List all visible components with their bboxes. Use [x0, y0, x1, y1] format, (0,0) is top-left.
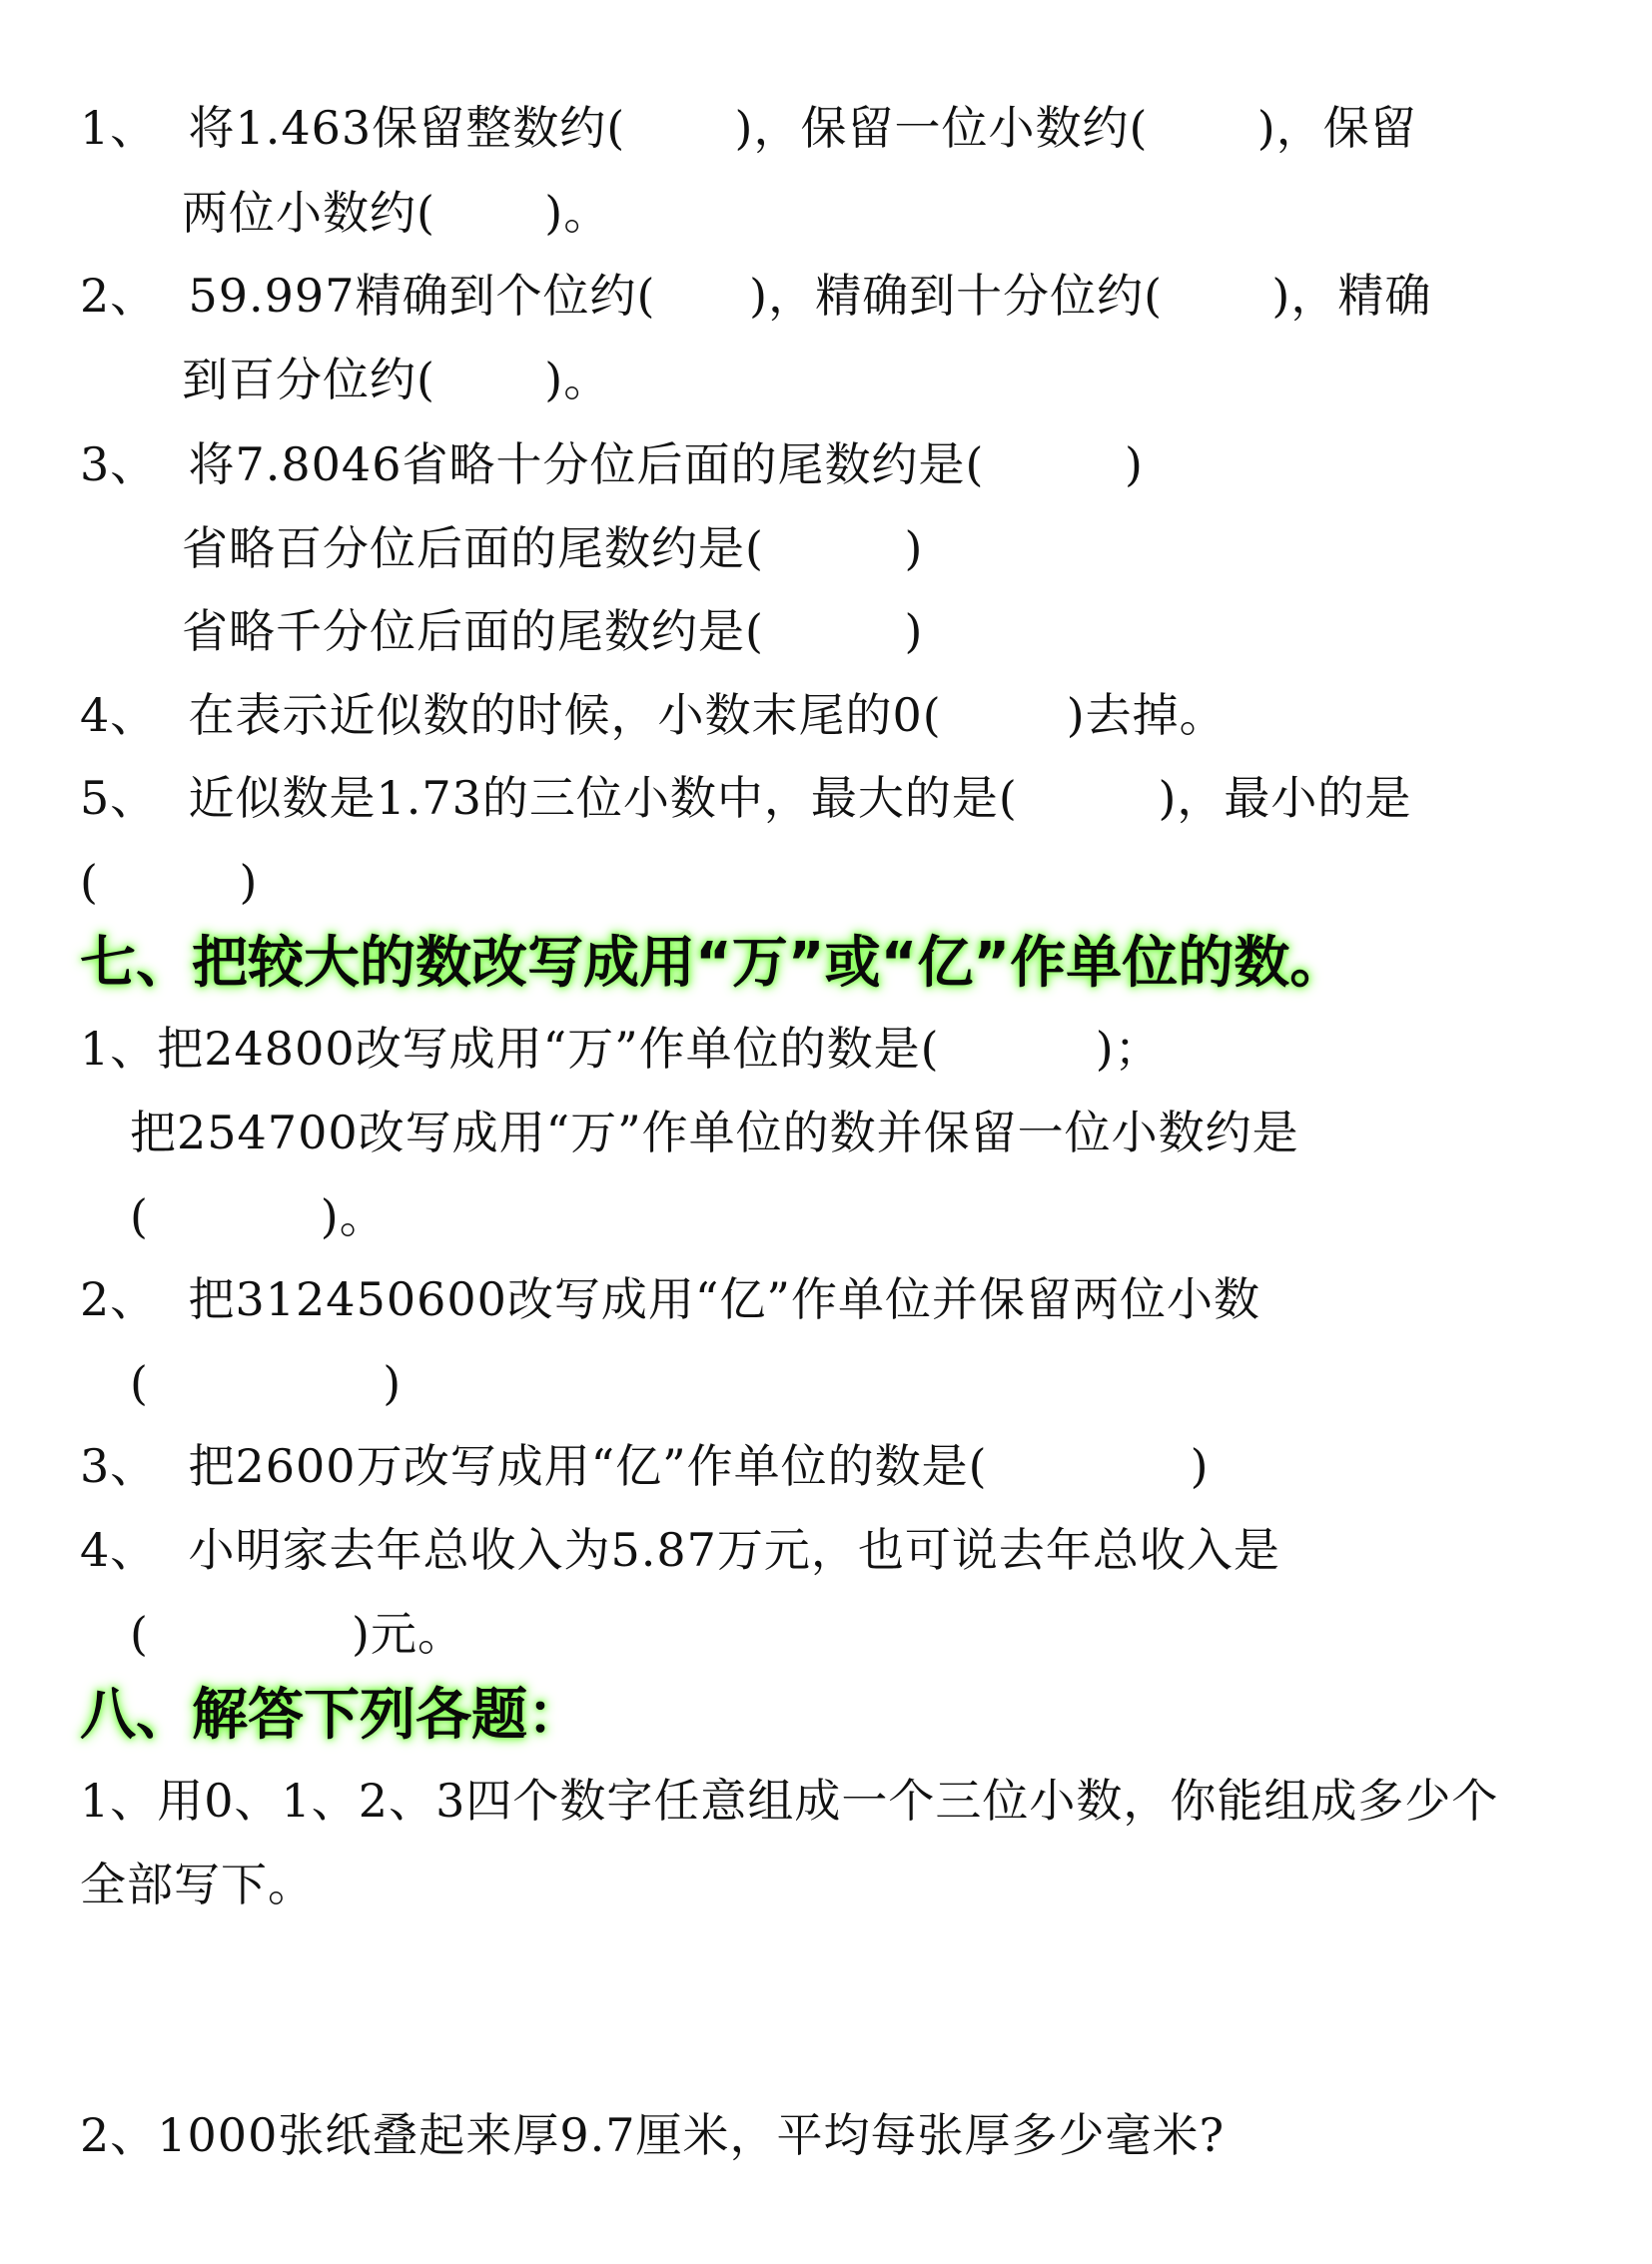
s6-q1-line1: 1、 将1.463保留整数约( )，保留一位小数约( )，保留 [80, 101, 1417, 155]
s6-q5-line2: ( ) [80, 855, 259, 909]
s6-q1-line2: 两位小数约( )。 [182, 186, 611, 240]
s7-q3-line1: 3、 把2600万改写成用“亿”作单位的数是( ) [80, 1439, 1210, 1493]
s7-q4-line2: ( )元。 [130, 1607, 464, 1661]
s7-q2-line1: 2、 把312450600改写成用“亿”作单位并保留两位小数 [80, 1272, 1260, 1326]
s6-q3-line2: 省略百分位后面的尾数约是( ) [182, 521, 924, 575]
s8-q2-line1: 2、1000张纸叠起来厚9.7厘米，平均每张厚多少毫米? [80, 2108, 1226, 2162]
section7-heading: 七、把较大的数改写成用“万”或“亿”作单位的数。 [80, 931, 1346, 996]
s7-q1-line3: ( )。 [130, 1189, 387, 1243]
s8-q1-line2: 全部写下。 [80, 1858, 315, 1911]
section8-heading: 八、解答下列各题： [80, 1683, 583, 1748]
s7-q2-line2: ( ) [130, 1356, 403, 1410]
s7-q4-line1: 4、 小明家去年总收入为5.87万元，也可说去年总收入是 [80, 1523, 1280, 1577]
s7-q1-line1: 1、把24800改写成用“万”作单位的数是( )； [80, 1022, 1162, 1076]
s8-q1-line1: 1、用0、1、2、3四个数字任意组成一个三位小数，你能组成多少个 [80, 1774, 1499, 1828]
s6-q5-line1: 5、 近似数是1.73的三位小数中，最大的是( )，最小的是 [80, 771, 1412, 825]
s6-q4-line1: 4、 在表示近似数的时候，小数末尾的0( )去掉。 [80, 688, 1227, 742]
s7-q1-line2: 把254700改写成用“万”作单位的数并保留一位小数约是 [130, 1106, 1299, 1159]
s6-q2-line2: 到百分位约( )。 [182, 353, 611, 406]
s6-q2-line1: 2、 59.997精确到个位约( )，精确到十分位约( )，精确 [80, 269, 1432, 323]
s6-q3-line3: 省略千分位后面的尾数约是( ) [182, 604, 924, 658]
s6-q3-line1: 3、 将7.8046省略十分位后面的尾数约是( ) [80, 437, 1144, 491]
